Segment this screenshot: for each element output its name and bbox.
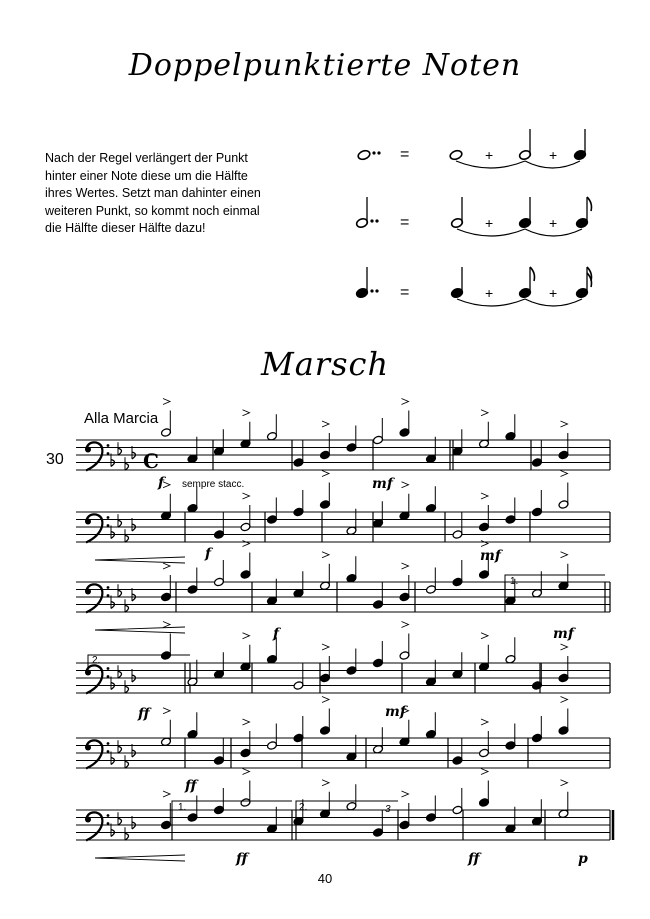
plus-sign: +	[549, 285, 558, 301]
notehead	[449, 149, 463, 161]
note-value-equations	[355, 129, 591, 306]
page-number: 40	[317, 871, 333, 886]
bass-clef	[107, 586, 110, 589]
bass-clef	[107, 524, 110, 527]
accent	[322, 471, 329, 477]
flat-sign	[125, 686, 129, 693]
flat-sign	[118, 448, 122, 455]
bass-clef	[107, 675, 110, 678]
accent	[322, 552, 329, 558]
note-flag	[587, 197, 592, 211]
accent	[402, 482, 409, 488]
equals-sign: =	[400, 146, 410, 163]
accent	[402, 563, 409, 569]
dynamic-f: f	[273, 626, 280, 642]
volta-1-label: 1.	[510, 576, 519, 587]
tie	[525, 299, 582, 306]
accent	[481, 493, 488, 499]
time-signature: C	[143, 449, 159, 473]
accent	[163, 622, 170, 628]
bass-clef	[85, 589, 91, 595]
accent	[163, 708, 170, 714]
measure-number: 30	[46, 451, 64, 468]
rule-explanation-text: Nach der Regel verlängert der Punkt hinter einer Note diese um die Hälfte ihres Wertes. Setzt man dahinter einen weiteren Punkt, so kommt noch einmal die Hälfte dieser Hälfte dazu!	[45, 151, 261, 235]
bass-clef	[85, 447, 91, 453]
dot	[377, 151, 380, 154]
volta-1-label: 1.	[178, 802, 187, 813]
bass-clef	[85, 817, 91, 823]
equals-sign: =	[400, 214, 410, 231]
bass-clef	[107, 814, 110, 817]
dynamic-mf: mf	[553, 626, 574, 642]
accent	[561, 552, 568, 558]
accent	[481, 769, 488, 775]
tie	[457, 229, 525, 236]
volta-bracket	[172, 801, 292, 813]
plus-sign: +	[485, 285, 494, 301]
dot	[370, 289, 373, 292]
crescendo	[95, 627, 185, 633]
bass-clef	[85, 519, 91, 525]
dynamic-ff: ff	[236, 851, 248, 867]
bass-clef	[85, 745, 91, 751]
accent	[322, 780, 329, 786]
accent	[243, 719, 250, 725]
tie	[457, 299, 525, 306]
flat-sign	[125, 605, 129, 612]
accent	[481, 719, 488, 725]
bass-clef	[85, 670, 91, 676]
accent	[481, 633, 488, 639]
accent	[322, 421, 329, 427]
dynamic-f: f	[205, 546, 212, 562]
dynamic-ff: ff	[185, 778, 197, 794]
dynamic-ff: ff	[138, 706, 150, 722]
plus-sign: +	[485, 215, 494, 231]
plus-sign: +	[485, 147, 494, 163]
dot	[372, 151, 375, 154]
dynamic-mf: mf	[385, 704, 406, 720]
flat-sign	[125, 761, 129, 768]
accent	[322, 644, 329, 650]
accent	[402, 622, 409, 628]
accent	[243, 633, 250, 639]
bass-clef	[107, 516, 110, 519]
crescendo	[95, 557, 185, 563]
bass-clef	[107, 742, 110, 745]
accent	[481, 541, 488, 547]
accent	[163, 482, 170, 488]
tie	[525, 161, 580, 168]
crescendo	[95, 855, 185, 861]
dot	[375, 289, 378, 292]
dot	[370, 219, 373, 222]
tie	[525, 229, 582, 236]
accent	[561, 780, 568, 786]
plus-sign: +	[549, 215, 558, 231]
triplet-marker: 3	[385, 804, 391, 815]
accent	[561, 644, 568, 650]
accent	[561, 471, 568, 477]
dynamic-p: p	[578, 851, 588, 867]
dynamic-mf: mf	[372, 476, 393, 492]
accent	[243, 410, 250, 416]
notehead	[357, 149, 371, 161]
volta-2-label: 2.	[299, 802, 308, 813]
flat-sign	[118, 746, 122, 753]
equals-sign: =	[400, 284, 410, 301]
plus-sign: +	[549, 147, 558, 163]
accent	[402, 399, 409, 405]
accent	[163, 399, 170, 405]
bass-clef	[107, 594, 110, 597]
bass-clef	[107, 822, 110, 825]
volta-2-label: 2.	[92, 655, 101, 666]
tempo-marking: Alla Marcia	[84, 410, 159, 427]
expression-marking: sempre stacc.	[182, 479, 245, 490]
accent	[561, 697, 568, 703]
section-title-march: Marsch	[260, 345, 390, 383]
flat-sign	[118, 520, 122, 527]
tie	[456, 161, 525, 168]
accent	[481, 410, 488, 416]
bass-clef	[107, 444, 110, 447]
dynamic-mf: mf	[480, 548, 501, 564]
dynamic-ff: ff	[468, 851, 480, 867]
accent	[163, 791, 170, 797]
bass-clef	[107, 452, 110, 455]
volta-bracket	[88, 655, 190, 667]
dot	[375, 219, 378, 222]
flat-sign	[125, 833, 129, 840]
section-title-dotted-notes: Doppelpunktierte Noten	[128, 48, 522, 83]
volta-bracket	[505, 575, 605, 587]
flat-sign	[125, 535, 129, 542]
flat-sign	[118, 671, 122, 678]
accent	[561, 421, 568, 427]
flat-sign	[118, 818, 122, 825]
accent	[163, 563, 170, 569]
accent	[243, 541, 250, 547]
flat-sign	[125, 463, 129, 470]
accent	[243, 769, 250, 775]
bass-clef	[107, 667, 110, 670]
accent	[322, 697, 329, 703]
bass-clef	[107, 750, 110, 753]
note-flag	[530, 267, 535, 281]
dynamic-f: f	[158, 475, 165, 491]
accent	[243, 493, 250, 499]
flat-sign	[118, 590, 122, 597]
accent	[402, 791, 409, 797]
